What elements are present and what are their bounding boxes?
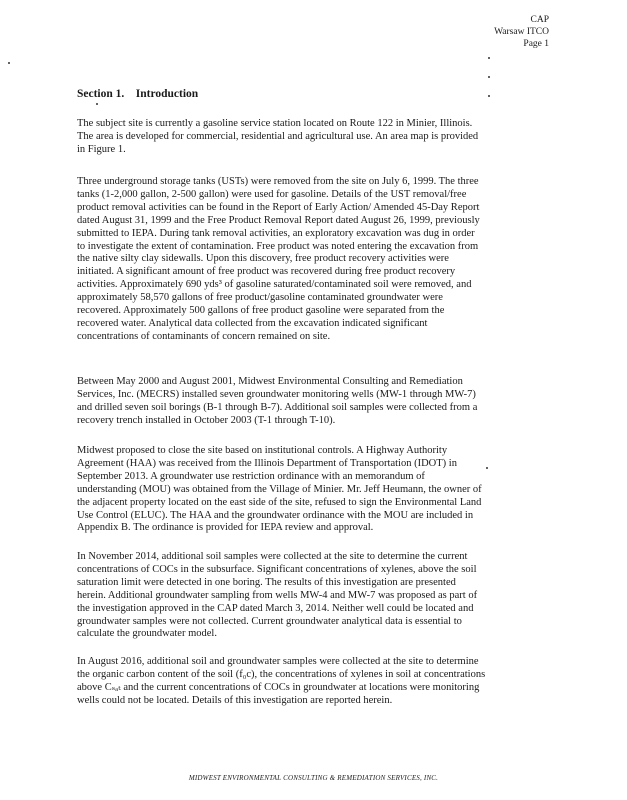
paragraph-line: activities. Approximately 690 yds³ of gasoline saturated/contaminated soil were removed, and bbox=[77, 279, 472, 291]
paragraph-line: Three underground storage tanks (USTs) were removed from the site on July 6, 1999. The three bbox=[77, 176, 479, 187]
header-page-number: Page 1 bbox=[523, 39, 549, 49]
paragraph-line: calculate the groundwater model. bbox=[77, 628, 217, 640]
paragraph-line: concentrations of COCs in the subsurface. Significant concentrations of xylenes, above the soil bbox=[77, 563, 477, 575]
section-heading bbox=[77, 88, 198, 100]
paragraph-line: saturation limit were detected in one boring. The results of this investigation are presented bbox=[77, 576, 456, 588]
paragraph-line: above Cₛₐₜ and the current concentrations of COCs in groundwater at locations were monitoring bbox=[77, 681, 480, 693]
paragraph-line: tanks (1-2,000 gallon, 2-500 gallon) were used for gasoline. Details of the UST removal/free bbox=[77, 188, 467, 200]
paragraph-6 bbox=[77, 656, 547, 708]
paragraph-line: groundwater samples were not collected. Current groundwater analytical data is essential to bbox=[77, 615, 462, 627]
paragraph-line: approximately 58,570 gallons of free product/gasoline contaminated groundwater were bbox=[77, 292, 443, 304]
paragraph-1 bbox=[77, 118, 547, 157]
paragraph-line: Use Control (ELUC). The HAA and the groundwater ordinance with the MOU are included in bbox=[77, 509, 474, 521]
paragraph-line: recovery trench installed in October 2003 (T-1 through T-10). bbox=[77, 414, 336, 426]
page-header bbox=[494, 14, 549, 50]
paragraph-line: understanding (MOU) was obtained from the Village of Minier. Mr. Jeff Heumann, the owner of bbox=[77, 483, 482, 495]
paragraph-line: the adjacent property located on the east side of the site, refused to sign the Environmental Land bbox=[77, 496, 482, 508]
paragraph-line: recovered water. Analytical data collected from the excavation indicated significant bbox=[77, 317, 428, 329]
paragraph-line: to investigate the extent of contamination. Free product was noted entering the excavation from bbox=[77, 240, 479, 252]
paragraph-line: Services, Inc. (MECRS) installed seven groundwater monitoring wells (MW-1 through MW-7) bbox=[77, 388, 476, 400]
paragraph-line: product removal activities can be found in the Report of Early Action/ Amended 45-Day Report bbox=[77, 201, 480, 213]
scan-speck bbox=[488, 76, 490, 78]
paragraph-line: concentrations of contaminants of concern remained on site. bbox=[77, 330, 331, 342]
paragraph-3 bbox=[77, 376, 547, 428]
paragraph-line: September 2013. A groundwater use restriction ordinance with an memorandum of bbox=[77, 470, 425, 482]
paragraph-line: the investigation approved in the CAP dated March 3, 2014. Neither well could be located and bbox=[77, 602, 474, 614]
paragraph-line: The subject site is currently a gasoline service station located on Route 122 in Minier, Illinois. bbox=[77, 118, 473, 129]
paragraph-line: In November 2014, additional soil samples were collected at the site to determine the current bbox=[77, 551, 468, 562]
scan-speck bbox=[488, 95, 490, 97]
scan-speck bbox=[486, 467, 488, 469]
paragraph-line: submitted to IEPA. During tank removal activities, an exploratory excavation was dug in order bbox=[77, 227, 475, 239]
paragraph-line: The area is developed for commercial, residential and agricultural use. An area map is provided bbox=[77, 130, 479, 142]
paragraph-line: Midwest proposed to close the site based on institutional controls. A Highway Authority bbox=[77, 445, 448, 456]
paragraph-line: Agreement (HAA) was received from the Illinois Department of Transportation (IDOT) in bbox=[77, 457, 457, 469]
paragraph-line: the native silty clay sidewalls. Upon this discovery, free product recovery activities were bbox=[77, 253, 449, 265]
paragraph-line: wells could not be located. Details of this investigation are reported herein. bbox=[77, 694, 393, 706]
header-doc-type: CAP bbox=[530, 15, 549, 25]
paragraph-2 bbox=[77, 176, 547, 344]
paragraph-line: recovered. Approximately 500 gallons of free product gasoline were separated from the bbox=[77, 305, 445, 317]
paragraph-line: herein. Additional groundwater sampling from wells MW-4 and MW-7 was proposed as part of bbox=[77, 589, 478, 601]
paragraph-4 bbox=[77, 445, 547, 535]
scan-speck bbox=[8, 62, 10, 64]
paragraph-line: Appendix B. The ordinance is provided for IEPA review and approval. bbox=[77, 522, 374, 534]
scan-speck bbox=[96, 103, 98, 105]
header-project: Warsaw ITCO bbox=[494, 27, 549, 37]
section-number: Section 1. bbox=[77, 88, 125, 100]
paragraph-line: Between May 2000 and August 2001, Midwest Environmental Consulting and Remediation bbox=[77, 376, 463, 387]
page-footer: MIDWEST ENVIRONMENTAL CONSULTING & REMEDIATION SERVICES, INC. bbox=[188, 774, 439, 782]
paragraph-line: in Figure 1. bbox=[77, 143, 126, 155]
paragraph-line: initiated. A significant amount of free product was recovered during free product recovery bbox=[77, 266, 456, 278]
section-title: Introduction bbox=[135, 88, 199, 100]
paragraph-line: dated August 31, 1999 and the Free Product Removal Report dated August 26, 1999, previously bbox=[77, 214, 480, 226]
paragraph-line: and drilled seven soil borings (B-1 through B-7). Additional soil samples were collected from a bbox=[77, 401, 478, 413]
paragraph-line: the organic carbon content of the soil (f₀c), the concentrations of xylenes in soil at concentrations bbox=[77, 668, 486, 680]
scan-speck bbox=[488, 57, 490, 59]
paragraph-line: In August 2016, additional soil and groundwater samples were collected at the site to determine bbox=[77, 656, 479, 667]
paragraph-5 bbox=[77, 551, 547, 641]
